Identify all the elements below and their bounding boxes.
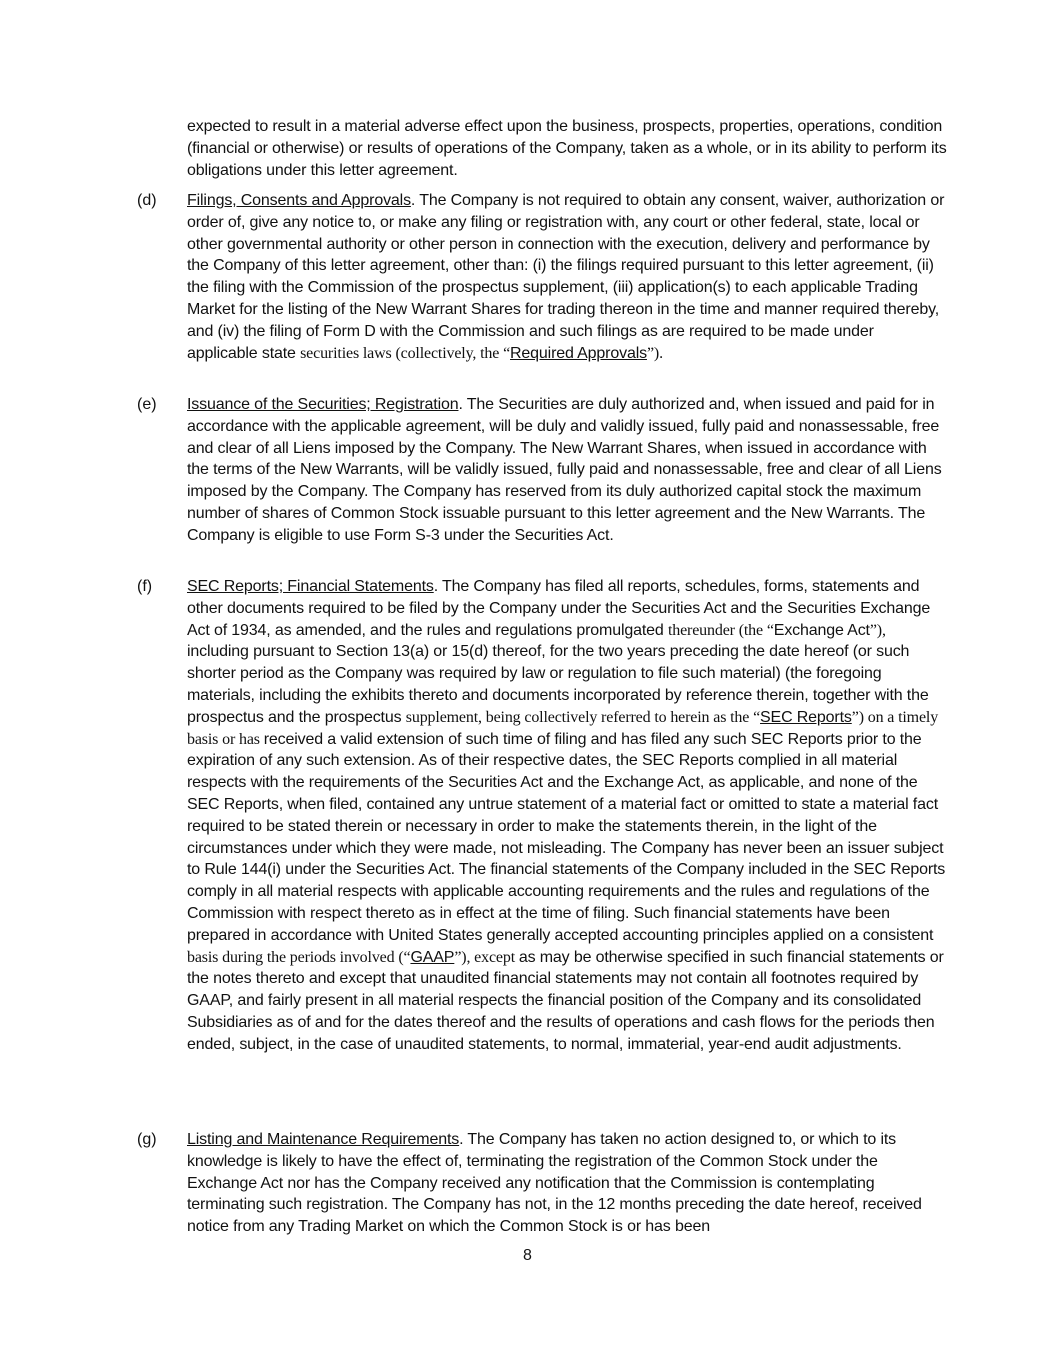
section-text-serif: ”), except xyxy=(454,948,519,966)
section-text-serif: basis during the periods involved (“ xyxy=(187,948,411,966)
section-body xyxy=(187,394,947,547)
continuation-text: expected to result in a material adverse effect upon the business, prospects, properties, operations, condition (financial or otherwise) or results of operations of the Company, taken as a whole, or in its ability to perform its obligations under this letter agreement. xyxy=(187,118,947,179)
section-text: received a valid extension of such time of filing and has filed any such SEC Reports prior to the expiration of any such extension. As of their respective dates, the SEC Reports complied in all material respects with the requirements of the Securities Act and the Exchange Act, as applicable, and none of the SEC Reports, when filed, contained any untrue statement of a material fact or omitted to state a material fact required to be stated therein or necessary in order to make the statements therein, in the light of the circumstances under which they were made, not misleading. The Company has never been an issuer subject to Rule 144(i) under the Securities Act. The financial statements of the Company included in the SEC Reports comply in all material respects with applicable accounting requirements and the rules and regulations of the Commission with respect thereto as in effect at the time of filing. Such financial statements have been prepared in accordance with United States generally accepted accounting principles applied on a consistent xyxy=(187,730,946,944)
section-text: . The Securities are duly authorized and, when issued and paid for in accordance with the applicable agreement, will be duly and validly issued, fully paid and nonassessable, free and clear of all Liens imposed by the Company. The New Warrant Shares, when issued in accordance with the terms of the New Warrants, will be validly issued, fully paid and nonassessable, free and clear of all Liens imposed by the Company. The Company has reserved from its duly authorized capital stock the maximum number of shares of Common Stock issuable pursuant to this letter agreement and the New Warrants. The Company is eligible to use Form S-3 under the Securities Act. xyxy=(187,396,942,544)
section-text-serif: supplement, being collectively referred to herein as the “ xyxy=(405,708,761,726)
section-heading: Issuance of the Securities; Registration xyxy=(187,396,459,413)
section-text: including pursuant to Section 13(a) or 15(d) thereof, for the two years preceding the date hereof (or such shorter period as the Company was required by law or regulation to file such material) (the foregoing materials, including the exhibits thereto and documents incorporated by reference therein, together with the prospectus and the prospectus xyxy=(187,643,929,726)
defined-term: Required Approvals xyxy=(510,344,647,362)
section-marker: (f) xyxy=(137,578,153,595)
section-body xyxy=(187,1129,947,1238)
defined-term: SEC Reports xyxy=(760,708,852,726)
section-text: Exchange Act xyxy=(773,621,870,639)
section-marker: (e) xyxy=(137,396,157,413)
section-text: . The Company has taken no action designed to, or which to its knowledge is likely to have the effect of, terminating the registration of the Common Stock under the Exchange Act nor has the Company received any notification that the Commission is contemplating terminating such registration. The Company has not, in the 12 months preceding the date hereof, received notice from any Trading Market on which the Common Stock is or has been xyxy=(187,1131,922,1236)
section-text-serif: ”) on a timely basis or has xyxy=(187,708,939,748)
continuation-paragraph xyxy=(187,116,947,181)
section-heading: SEC Reports; Financial Statements xyxy=(187,578,434,595)
section-text-serif-end: ”). xyxy=(646,344,663,362)
section-text: . The Company has filed all reports, schedules, forms, statements and other documents required to be filed by the Company under the Securities Act and the Securities Exchange Act of 1934, as amended, and the rules and regulations promulgated xyxy=(187,578,931,639)
section-marker: (g) xyxy=(137,1131,157,1148)
section-text-serif: ”), xyxy=(869,621,886,639)
section-text: . The Company is not required to obtain any consent, waiver, authorization or order of, give any notice to, or make any filing or registration with, any court or other federal, state, local or other governmental authority or other person in connection with the execution, delivery and performance by the Company of this letter agreement, other than: (i) the filings required pursuant to this letter agreement, (ii) the filing with the Commission of the prospectus supplement, (iii) application(s) to each applicable Trading Market for the listing of the New Warrant Shares for trading thereon in the time and manner required thereby, and (iv) the filing of Form D with the Commission and such filings as are required to be made under applicable state xyxy=(187,192,945,362)
section-heading: Listing and Maintenance Requirements xyxy=(187,1131,460,1148)
section-text-serif: securities laws (collectively, the “ xyxy=(300,344,511,362)
section-body xyxy=(187,190,947,364)
page-number: 8 xyxy=(523,1247,532,1264)
defined-term: GAAP xyxy=(410,948,455,966)
section-text: as may be otherwise specified in such financial statements or the notes thereto and except that unaudited financial statements may not contain all footnotes required by GAAP, and fairly present in all material respects the financial position of the Company and its consolidated Subsidiaries as of and for the dates thereof and the results of operations and cash flows for the periods then ended, subject, in the case of unaudited statements, to normal, immaterial, year-end audit adjustments. xyxy=(187,948,944,1053)
section-heading: Filings, Consents and Approvals xyxy=(187,192,411,209)
section-text-serif: thereunder (the “ xyxy=(667,621,774,639)
section-marker: (d) xyxy=(137,192,157,209)
section-body xyxy=(187,576,947,1056)
